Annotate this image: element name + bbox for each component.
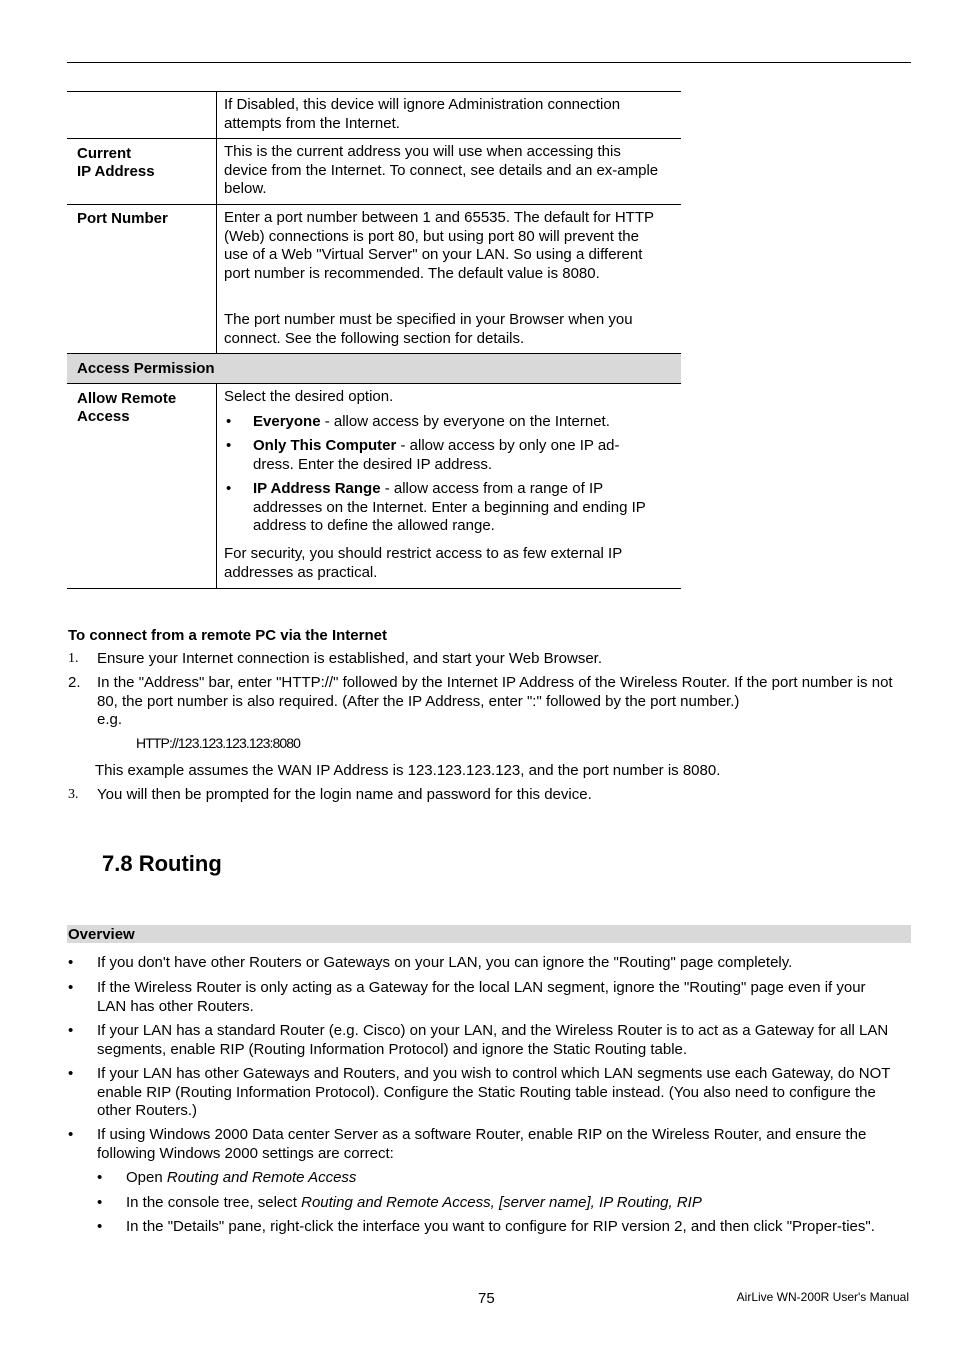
port-number-note: The port number must be specified in your Browser when you connect. See the following section for details. (224, 311, 633, 347)
access-permission-header: Access Permission (77, 360, 215, 377)
allow-remote-access-label (77, 390, 212, 426)
step-3: You will then be prompted for the login name and password for this device. (97, 786, 592, 803)
step-number: 3. (68, 787, 79, 802)
routing-point-1: If you don't have other Routers or Gateways on your LAN, you can ignore the "Routing" page completely. (97, 954, 793, 971)
current-ip-description: This is the current address you will use when accessing this device from the Internet. To connect, see details and an ex-ample below. (224, 143, 659, 197)
setting-path: Routing and Remote Access, [server name], IP Routing, RIP (301, 1194, 702, 1211)
table-divider (67, 204, 681, 205)
example-assumption: This example assumes the WAN IP Address is 123.123.123.123, and the port number is 8080. (95, 762, 721, 779)
step-number: 1. (68, 651, 79, 666)
routing-point-2: If the Wireless Router is only acting as a Gateway for the local LAN segment, ignore the "Routing" page even if your LAN has other Routers. (97, 979, 866, 1015)
routing-point-3: If your LAN has a standard Router (e.g. Cisco) on your LAN, and the Wireless Router is to act as a Gateway for all LAN segments, enable RIP (Routing Information Protocol) and ignore the Static Routing table. (97, 1022, 889, 1058)
bullet-icon: • (68, 954, 74, 971)
bullet-icon: • (226, 480, 232, 497)
table-divider (67, 353, 681, 354)
option-only-this-computer (253, 437, 658, 474)
allow-remote-intro: Select the desired option. (224, 388, 394, 405)
setting-path: Routing and Remote Access (166, 1169, 357, 1186)
label-line: Allow Remote (77, 390, 177, 407)
overview-heading: Overview (68, 926, 135, 943)
example-label: e.g. (97, 711, 123, 728)
routing-point-5: If using Windows 2000 Data center Server as a software Router, enable RIP on the Wireless Router, and ensure the following Windows 2000 settings are correct: (97, 1126, 867, 1162)
step-1: Ensure your Internet connection is established, and start your Web Browser. (97, 650, 602, 667)
bullet-icon: • (68, 979, 74, 996)
allow-remote-security-note: For security, you should restrict access to as few external IP addresses as practical. (224, 545, 622, 581)
current-ip-label (77, 145, 212, 181)
table-divider (67, 138, 681, 139)
step-2: In the "Address" bar, enter "HTTP://" followed by the Internet IP Address of the Wireless Router. If the port number is not 80, the port number is also required. (After the IP Address, enter ":" followed by the port number.) (97, 674, 893, 710)
setting-text: In the console tree, select (126, 1194, 302, 1211)
header-rule (67, 62, 911, 63)
option-everyone (253, 413, 673, 432)
routing-heading: 7.8 Routing (102, 851, 222, 876)
label-line: Current (77, 145, 132, 162)
option-name: Everyone (253, 413, 321, 430)
bullet-icon: • (97, 1194, 103, 1211)
table-border-top (67, 91, 681, 92)
label-line: Access (77, 408, 130, 425)
bullet-icon: • (68, 1065, 74, 1082)
bullet-icon: • (226, 413, 232, 430)
overview-bar (67, 925, 911, 943)
bullet-icon: • (68, 1126, 74, 1143)
page-number: 75 (478, 1290, 495, 1307)
option-description: - allow access by only one IP ad-dress. Enter the desired IP address. (253, 437, 620, 473)
bullet-icon: • (68, 1022, 74, 1039)
bullet-icon: • (97, 1218, 103, 1235)
column-divider (216, 91, 217, 353)
disabled-description: If Disabled, this device will ignore Administration connection attempts from the Internet. (224, 96, 621, 132)
option-ip-address-range (253, 480, 663, 536)
windows-setting-2 (126, 1194, 906, 1213)
routing-point-4: If your LAN has other Gateways and Routers, and you wish to control which LAN segments use each Gateway, do NOT enable RIP (Routing Information Protocol). Configure the Static Routing table instead. (You also need to configure the other Routers.) (97, 1065, 891, 1119)
option-name: IP Address Range (253, 480, 381, 497)
port-number-description: Enter a port number between 1 and 65535. The default for HTTP (Web) connections is port 80, but using port 80 will prevent the use of a Web "Virtual Server" on your LAN. So using a different port number is recommended. The default value is 8080. (224, 209, 654, 282)
connect-heading: To connect from a remote PC via the Internet (68, 627, 387, 644)
port-number-label: Port Number (77, 210, 168, 227)
option-description: - allow access from a range of IP addresses on the Internet. Enter a beginning and ending IP address to define the allowed range. (253, 480, 646, 534)
windows-setting-1 (126, 1169, 906, 1188)
example-url: HTTP://123.123.123.123:8080 (136, 735, 301, 751)
option-name: Only This Computer (253, 437, 397, 454)
step-number: 2. (68, 674, 81, 691)
bullet-icon: • (97, 1169, 103, 1186)
table-border-bottom (67, 588, 681, 589)
column-divider (216, 383, 217, 588)
setting-text: Open (126, 1169, 167, 1186)
option-description: - allow access by everyone on the Internet. (320, 413, 610, 430)
bullet-icon: • (226, 437, 232, 454)
table-divider (67, 383, 681, 384)
windows-setting-3: In the "Details" pane, right-click the interface you want to configure for RIP version 2, and then click "Proper-ties". (126, 1218, 875, 1235)
label-line: IP Address (77, 163, 155, 180)
manual-title: AirLive WN-200R User's Manual (736, 1290, 909, 1304)
